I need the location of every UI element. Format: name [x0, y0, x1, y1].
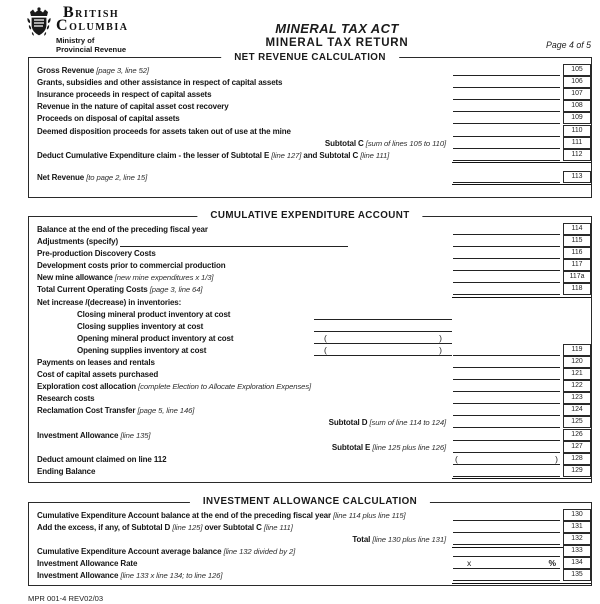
- form-row-121: [29, 368, 591, 380]
- line-number-box-116: 116: [563, 247, 591, 259]
- form-row-133: [29, 545, 591, 557]
- line-number-box-134: 134: [563, 557, 591, 569]
- row-label-text: Closing supplies inventory at cost: [77, 321, 204, 331]
- entry-line-125[interactable]: [453, 417, 560, 428]
- entry-line-123[interactable]: [453, 393, 560, 404]
- row-label-text: Subtotal D: [328, 418, 370, 428]
- section-title-cumulative-expenditure-account: CUMULATIVE EXPENDITURE ACCOUNT: [197, 210, 422, 221]
- multiply-sign: x: [467, 558, 472, 569]
- row-label: [37, 417, 453, 428]
- form-row-129: [29, 465, 591, 477]
- line-number-box-121: 121: [563, 368, 591, 380]
- row-label-text: Cumulative Expenditure Account average balance: [37, 547, 224, 557]
- page-number: Page 4 of 5: [546, 40, 591, 50]
- paren-close: ): [555, 453, 558, 464]
- entry-line-116[interactable]: [453, 248, 560, 259]
- row-label-text: New mine allowance: [37, 273, 115, 283]
- row-label-text: Investment Allowance: [37, 571, 121, 581]
- paren-close: ): [439, 332, 442, 343]
- row-label: [37, 248, 453, 259]
- line-number-box-110: 110: [563, 125, 591, 137]
- line-number-box-133: 133: [563, 545, 591, 557]
- entry-line-135[interactable]: [453, 570, 560, 581]
- row-label-text: Closing mineral product inventory at cost: [77, 309, 231, 319]
- line-number-box-123: 123: [563, 392, 591, 404]
- line-number-box-132: 132: [563, 533, 591, 545]
- entry-line-118[interactable]: [453, 284, 560, 295]
- row-label: [37, 224, 453, 235]
- row-label: [37, 345, 314, 356]
- row-label: [37, 77, 453, 88]
- wordmark-columbia: COLUMBIA: [56, 17, 129, 34]
- line-number-box-114: 114: [563, 223, 591, 235]
- row-label-text: Subtotal C: [324, 138, 366, 148]
- form-row-130: [29, 509, 591, 521]
- entry-line-131[interactable]: [453, 522, 560, 533]
- line-number-box-122: 122: [563, 380, 591, 392]
- form-row-108: [29, 100, 591, 112]
- line-number-box-117: 117: [563, 259, 591, 271]
- line-number-box-119: 119: [563, 344, 591, 356]
- row-label-text: Deduct Cumulative Expenditure claim - the lesser of Subtotal E: [37, 150, 272, 160]
- form-row-113: [29, 171, 591, 183]
- row-label-text: over Subtotal C: [202, 523, 264, 532]
- row-label: [37, 309, 314, 320]
- line-number-box-107: 107: [563, 88, 591, 100]
- entry-line-122[interactable]: [453, 381, 560, 392]
- line-number-box-106: 106: [563, 76, 591, 88]
- row-label: [37, 369, 453, 380]
- row-label: [37, 558, 453, 569]
- section-net-revenue-calculation: [28, 51, 592, 198]
- paren-open: (: [455, 453, 458, 464]
- entry-line-124[interactable]: [453, 405, 560, 416]
- entry-line-113[interactable]: [453, 172, 560, 183]
- line-number-box-124: 124: [563, 404, 591, 416]
- row-label-text: and Subtotal C: [301, 150, 361, 160]
- section-rows: [29, 503, 591, 586]
- row-label: [37, 150, 453, 161]
- row-label: [37, 405, 453, 416]
- form-row: [29, 320, 591, 332]
- form-row-135: [29, 569, 591, 581]
- form-row-119: [29, 344, 591, 356]
- row-label-reference: [line 130 plus line 131]: [372, 535, 446, 545]
- row-label: [37, 321, 314, 332]
- entry-line-132[interactable]: [453, 534, 560, 545]
- inventory-entry-line[interactable]: [314, 321, 452, 332]
- form-row-112: [29, 149, 591, 161]
- row-label: [37, 466, 453, 477]
- row-label-text: Total: [352, 535, 373, 545]
- entry-line-107[interactable]: [453, 89, 560, 100]
- line-number-box-109: 109: [563, 112, 591, 124]
- row-label-reference: [line 132 divided by 2]: [223, 547, 296, 557]
- line-number-box-130: 130: [563, 509, 591, 521]
- form-row-114: [29, 223, 591, 235]
- row-label-reference: [line 114 plus line 115]: [333, 510, 406, 520]
- line-number-box-131: 131: [563, 521, 591, 533]
- row-label-reference: [line 135]: [120, 430, 151, 440]
- row-label-reference: [to page 2, line 15]: [86, 172, 148, 182]
- line-number-box-129: 129: [563, 465, 591, 477]
- act-title: MINERAL TAX ACT: [275, 21, 399, 36]
- row-label-text: Adjustments (specify): [37, 237, 121, 247]
- entry-line-112[interactable]: [453, 150, 560, 161]
- entry-line-126[interactable]: [453, 430, 560, 441]
- line-number-box-125: 125: [563, 416, 591, 428]
- form-row-127: [29, 441, 591, 453]
- row-label-text: Deemed disposition proceeds for assets taken out of use at the mine: [37, 126, 291, 136]
- row-label-text: Insurance proceeds in respect of capital assets: [37, 90, 212, 100]
- row-label-reference: [new mine expenditures x 1/3]: [114, 273, 214, 283]
- form-row-125: [29, 416, 591, 428]
- row-label: [37, 65, 453, 76]
- row-label-reference: [complete Election to Allocate Exploration Expenses]: [138, 382, 312, 392]
- row-label-text: Research costs: [37, 394, 95, 404]
- entry-line-108[interactable]: [453, 101, 560, 112]
- row-label-text: Add the excess, if any, of Subtotal D: [37, 523, 173, 532]
- row-label-text: Ending Balance: [37, 466, 96, 476]
- line-number-box-118: 118: [563, 283, 591, 295]
- form-row-128: [29, 453, 591, 465]
- form-row: [29, 332, 591, 344]
- form-row-105: [29, 64, 591, 76]
- ministry-line1: Ministry of: [56, 36, 95, 45]
- row-label-text: Cost of capital assets purchased: [37, 370, 159, 380]
- row-label: [37, 138, 453, 149]
- line-number-box-127: 127: [563, 441, 591, 453]
- row-label: [37, 381, 453, 392]
- row-label-text: Total Current Operating Costs: [37, 285, 150, 295]
- percent-sign: %: [548, 558, 556, 569]
- row-label-text: Investment Allowance: [37, 430, 121, 440]
- row-label-text: Gross Revenue: [37, 66, 97, 76]
- form-row-110: [29, 124, 591, 136]
- row-label-text: Opening supplies inventory at cost: [77, 345, 207, 355]
- row-label-text: Subtotal E: [331, 442, 373, 452]
- row-label: [37, 260, 453, 271]
- row-label: [37, 510, 453, 521]
- row-label: [37, 570, 453, 581]
- form-row-126: [29, 428, 591, 440]
- form-row-106: [29, 76, 591, 88]
- entry-line-106[interactable]: [453, 77, 560, 88]
- paren-open: (: [324, 344, 327, 355]
- line-number-box-135: 135: [563, 569, 591, 581]
- form-row-117a: [29, 271, 591, 283]
- form-row-118: [29, 283, 591, 295]
- row-label-text: Exploration cost allocation: [37, 382, 139, 392]
- form-header: [0, 0, 600, 57]
- section-title-net-revenue-calculation: NET REVENUE CALCULATION: [221, 52, 399, 63]
- line-number-box-112: 112: [563, 149, 591, 161]
- section-investment-allowance-calculation: [28, 496, 592, 587]
- paren-open: (: [324, 332, 327, 343]
- row-label-reference: [line 111]: [263, 523, 293, 532]
- inventory-entry-line[interactable]: [314, 333, 452, 344]
- form-row-123: [29, 392, 591, 404]
- line-number-box-120: 120: [563, 356, 591, 368]
- form-body: [0, 51, 600, 586]
- section-cumulative-expenditure-account: [28, 210, 592, 483]
- form-row-134: [29, 557, 591, 569]
- row-label-reference: [sum of line 114 to 124]: [369, 418, 446, 428]
- row-label: [37, 297, 591, 308]
- row-label: [37, 272, 453, 283]
- row-label-text: Balance at the end of the preceding fiscal year: [37, 224, 208, 234]
- entry-line-119[interactable]: [453, 345, 560, 356]
- form-row-120: [29, 356, 591, 368]
- row-label-reference: [line 133 x line 134; to line 126]: [120, 571, 223, 581]
- form-row-132: [29, 533, 591, 545]
- line-number-box-117a: 117a: [563, 271, 591, 283]
- entry-line-110[interactable]: [453, 126, 560, 137]
- line-number-box-113: 113: [563, 171, 591, 183]
- row-label-text: Grants, subsidies and other assistance in respect of capital assets: [37, 78, 283, 88]
- row-label: [37, 333, 314, 344]
- row-label-text: Reclamation Cost Transfer: [37, 406, 138, 416]
- row-label-text: Net Revenue: [37, 172, 87, 182]
- entry-line-109[interactable]: [453, 113, 560, 124]
- row-label: [37, 126, 453, 137]
- paren-close: ): [439, 344, 442, 355]
- row-label: [37, 522, 453, 533]
- row-label: [37, 454, 453, 465]
- entry-line-115[interactable]: [453, 236, 560, 247]
- entry-line-121[interactable]: [453, 369, 560, 380]
- row-label-reference: [line 127]: [271, 150, 302, 160]
- ministry-line2: Provincial Revenue: [56, 44, 127, 54]
- row-label-reference: [line 125 plus line 126]: [372, 442, 446, 452]
- row-label-text: Investment Allowance Rate: [37, 559, 138, 569]
- form-row-109: [29, 112, 591, 124]
- section-rows: [29, 58, 591, 197]
- entry-line-114[interactable]: [453, 224, 560, 235]
- form-row-124: [29, 404, 591, 416]
- row-label: [37, 546, 453, 557]
- line-number-box-105: 105: [563, 64, 591, 76]
- line-number-box-126: 126: [563, 429, 591, 441]
- line-number-box-111: 111: [563, 137, 591, 149]
- form-row: [29, 308, 591, 320]
- entry-line-133[interactable]: [453, 546, 560, 557]
- form-code: MPR 001-4 REV02/03: [28, 594, 104, 604]
- inventory-entry-line[interactable]: [314, 309, 452, 320]
- return-title: MINERAL TAX RETURN: [265, 37, 409, 49]
- line-number-box-108: 108: [563, 100, 591, 112]
- row-label-text: Opening mineral product inventory at cost: [77, 333, 234, 343]
- inventory-entry-line[interactable]: [314, 345, 452, 356]
- form-row-122: [29, 380, 591, 392]
- row-label-text: Net increase /(decrease) in inventories:: [37, 297, 182, 307]
- row-label: [37, 284, 453, 295]
- entry-line-134[interactable]: [453, 558, 560, 569]
- entry-line-129[interactable]: [453, 466, 560, 477]
- line-number-box-115: 115: [563, 235, 591, 247]
- form-row-117: [29, 259, 591, 271]
- row-label: [37, 89, 453, 100]
- row-label: [37, 393, 453, 404]
- row-label: [37, 236, 453, 247]
- row-label-text: Pre-production Discovery Costs: [37, 249, 156, 259]
- wordmark-british: BRITISH: [63, 4, 120, 21]
- row-label-reference: [page 3, line 64]: [149, 285, 203, 295]
- row-label-reference: [sum of lines 105 to 110]: [365, 138, 446, 148]
- row-label-reference: [line 111]: [360, 150, 390, 160]
- row-label-text: Cumulative Expenditure Account balance at the end of the preceding fiscal year: [37, 510, 334, 520]
- form-row-131: [29, 521, 591, 533]
- row-label: [37, 534, 453, 545]
- form-titles: [0, 17, 600, 49]
- section-rows: [29, 217, 591, 482]
- row-label: [37, 430, 453, 441]
- row-label: [37, 357, 453, 368]
- entry-line-117[interactable]: [453, 260, 560, 271]
- form-row-111: [29, 137, 591, 149]
- row-label-text: Proceeds on disposal of capital assets: [37, 114, 180, 124]
- entry-line-111[interactable]: [453, 138, 560, 149]
- row-label-reference: [line 125]: [172, 523, 203, 532]
- entry-line-117a[interactable]: [453, 272, 560, 283]
- line-number-box-128: 128: [563, 453, 591, 465]
- form-row-116: [29, 247, 591, 259]
- entry-line-127[interactable]: [453, 442, 560, 453]
- entry-line-128[interactable]: [453, 454, 560, 465]
- row-label: [37, 442, 453, 453]
- row-label-text: Payments on leases and rentals: [37, 357, 155, 367]
- form-row: [29, 295, 591, 307]
- form-row-107: [29, 88, 591, 100]
- entry-line-105[interactable]: [453, 65, 560, 76]
- row-label-text: Development costs prior to commercial production: [37, 261, 226, 271]
- row-label-reference: [page 3, line 52]: [96, 66, 149, 76]
- adjustments-specify-line[interactable]: [120, 237, 348, 247]
- row-label: [37, 172, 453, 183]
- row-label: [37, 101, 453, 112]
- row-label-text: Revenue in the nature of capital asset cost recovery: [37, 102, 229, 112]
- row-label: [37, 113, 453, 124]
- row-label-reference: [page 5, line 146]: [137, 406, 195, 416]
- form-row-115: [29, 235, 591, 247]
- section-title-investment-allowance-calculation: INVESTMENT ALLOWANCE CALCULATION: [190, 496, 430, 507]
- row-label-text: Deduct amount claimed on line 112: [37, 454, 167, 464]
- entry-line-120[interactable]: [453, 357, 560, 368]
- entry-line-130[interactable]: [453, 510, 560, 521]
